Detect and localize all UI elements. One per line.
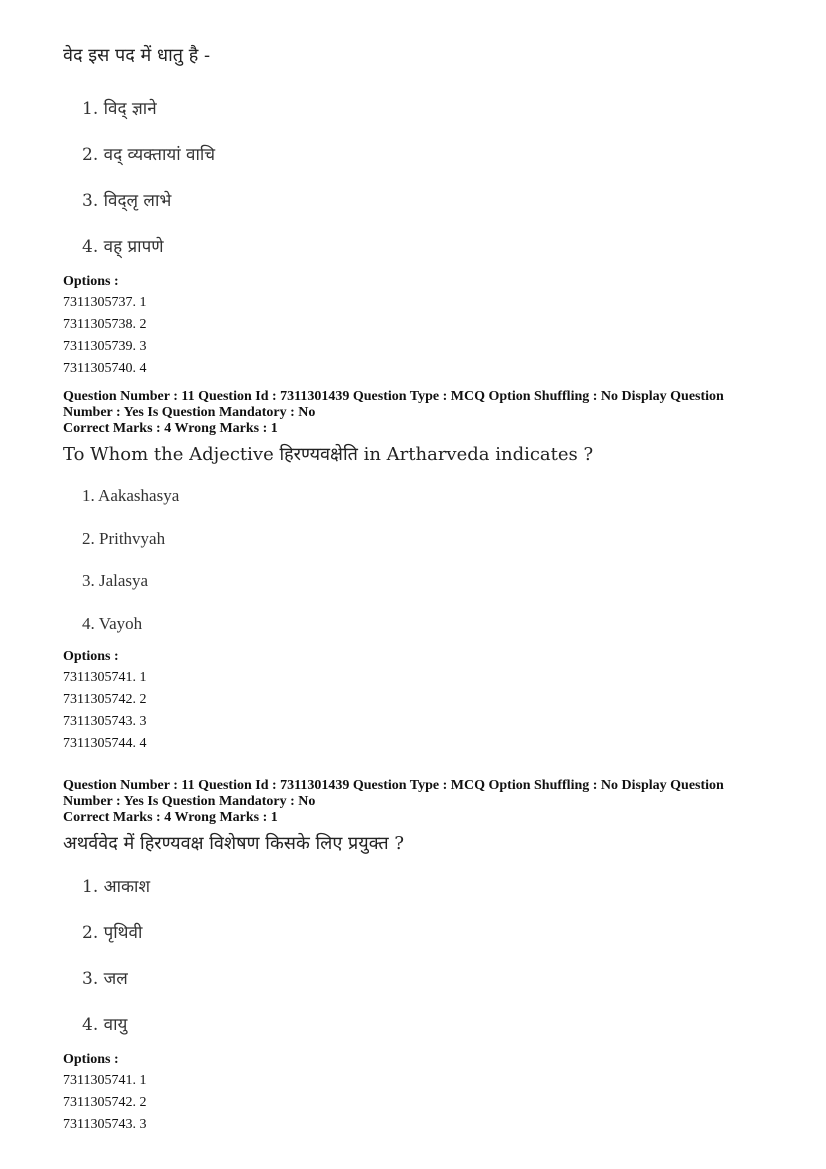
question-text: वेद इस पद में धातु है - [63,45,211,66]
option-id-row: 7311305741. 1 [63,1073,147,1088]
options-label: Options : [63,1052,119,1067]
marks-line: Correct Marks : 4 Wrong Marks : 1 [63,810,278,825]
meta-line: Number : Yes Is Question Mandatory : No [63,794,316,809]
meta-line: Number : Yes Is Question Mandatory : No [63,405,316,420]
option-id-row: 7311305738. 2 [63,317,147,332]
choice-item: 3. जल [82,969,128,989]
meta-line: Question Number : 11 Question Id : 7311301439 Question Type : MCQ Option Shuffling : No Display Question [63,778,724,793]
choice-item: 1. विद् ज्ञाने [82,99,157,119]
choice-item: 3. विद्लृ लाभे [82,191,172,211]
option-id-row: 7311305740. 4 [63,361,147,376]
question-meta [63,389,773,437]
choice-item: 4. वायु [82,1015,128,1035]
choice-item: 1. आकाश [82,877,151,897]
option-id-row: 7311305742. 2 [63,692,147,707]
options-label: Options : [63,274,119,289]
option-id-row: 7311305742. 2 [63,1095,147,1110]
option-id-row: 7311305739. 3 [63,339,147,354]
choice-item: 1. Aakashasya [82,486,180,505]
choice-list [63,86,773,270]
question-text: अथर्ववेद में हिरण्यवक्ष विशेषण किसके लिए प्रयुक्त ? [63,833,404,854]
question-text: To Whom the Adjective हिरण्यवक्षेति in Artharveda indicates ? [63,444,594,465]
choice-item: 2. Prithvyah [82,528,166,548]
question-block-3 [63,778,773,1136]
meta-line: Question Number : 11 Question Id : 7311301439 Question Type : MCQ Option Shuffling : No Display Question [63,389,724,404]
option-id-row: 7311305737. 1 [63,295,147,310]
choice-item: 2. वद् व्यक्तायां वाचि [82,145,216,165]
option-id-row: 7311305741. 1 [63,670,147,685]
choice-item: 3. Jalasya [82,571,149,590]
option-id-row: 7311305743. 3 [63,1117,147,1132]
choice-list [63,475,773,645]
choice-item: 2. पृथिवी [82,923,143,943]
question-meta [63,778,773,826]
options-label: Options : [63,649,119,664]
marks-line: Correct Marks : 4 Wrong Marks : 1 [63,421,278,436]
choice-list [63,864,773,1048]
option-id-row: 7311305743. 3 [63,714,147,729]
choice-item: 4. वह् प्रापणे [82,237,164,257]
choice-item: 4. Vayoh [82,613,143,633]
question-block-1 [63,44,773,380]
question-block-2 [63,389,773,755]
option-id-row: 7311305744. 4 [63,736,147,751]
